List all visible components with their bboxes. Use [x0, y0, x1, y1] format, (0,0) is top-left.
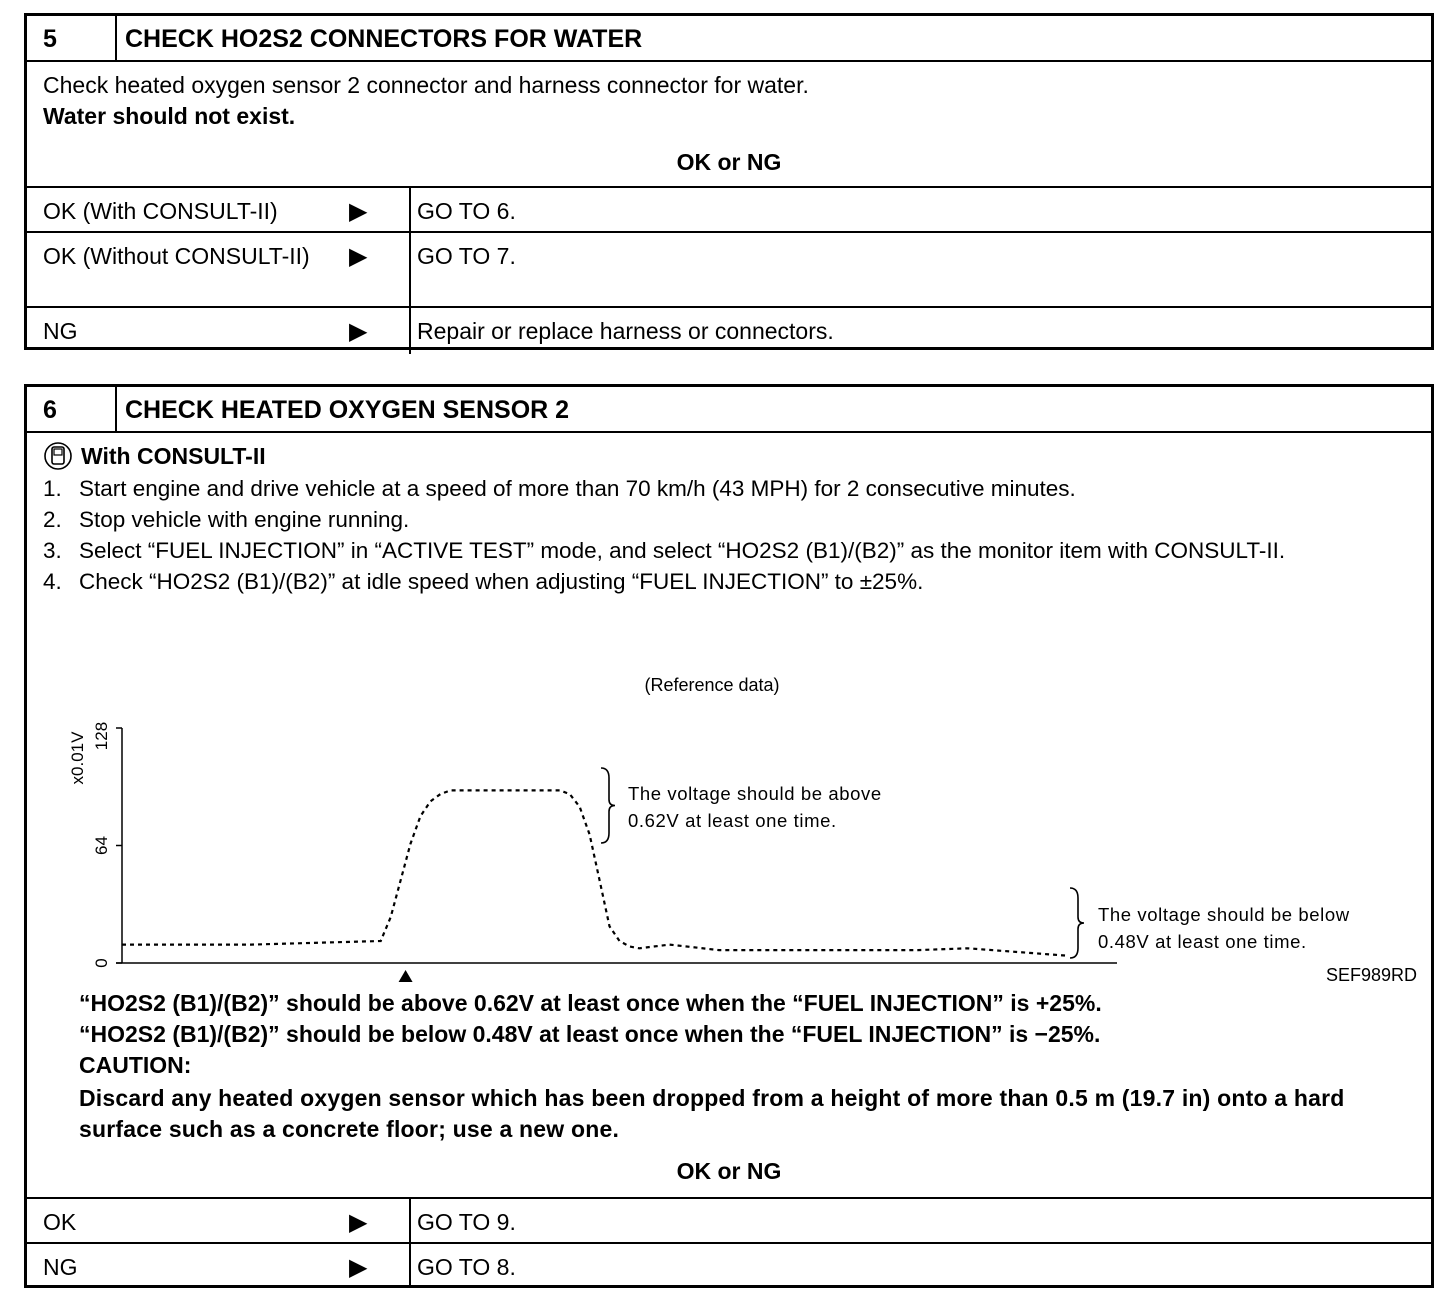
consult-tester-icon: [41, 441, 75, 471]
section-5-box: [24, 13, 1434, 350]
result-row: [27, 306, 1431, 354]
section-6-header: [27, 387, 1431, 433]
annotation-below-line1: The voltage should be below: [1098, 904, 1350, 925]
row-result: GO TO 9.: [417, 1209, 516, 1235]
row-result: Repair or replace harness or connectors.: [417, 318, 834, 344]
section-number: 5: [27, 16, 117, 60]
step-item: 4. Check “HO2S2 (B1)/(B2)” at idle speed when adjusting “FUEL INJECTION” to ±25%.: [43, 569, 924, 594]
y-axis-label: x0.01V: [68, 731, 87, 785]
row-result: GO TO 8.: [417, 1254, 516, 1280]
section-title: CHECK HO2S2 CONNECTORS FOR WATER: [125, 25, 643, 53]
voltage-series-line: [122, 790, 1067, 955]
procedure-steps: [43, 473, 1418, 597]
y-tick-label: 0: [92, 958, 111, 968]
result-row: [27, 1242, 1431, 1288]
row-label: OK (With CONSULT-II): [43, 198, 278, 224]
section-number: 6: [27, 387, 117, 431]
arrow-icon: ▶: [349, 1209, 368, 1236]
consult-heading-text: With CONSULT-II: [81, 442, 266, 469]
y-tick-label: 64: [92, 836, 111, 855]
step-item: 3. Select “FUEL INJECTION” in “ACTIVE TEST” mode, and select “HO2S2 (B1)/(B2)” as the monitor item with CONSULT-II.: [43, 538, 1286, 563]
caution-text: Discard any heated oxygen sensor which has been dropped from a height of more than 0.5 m (19.7 in) onto a hard surface such as a concrete floor; use a new one.: [79, 1085, 1345, 1142]
section-5-header: [27, 16, 1431, 62]
section-6-body: [27, 433, 1431, 1197]
figure-id: SEF989RD: [1325, 965, 1417, 985]
row-result: GO TO 7.: [417, 243, 516, 269]
row-label: NG: [43, 1254, 78, 1280]
arrow-icon: ▶: [349, 198, 368, 225]
result-row: [27, 1197, 1431, 1242]
arrow-icon: ▶: [349, 243, 368, 270]
requirement-text: Water should not exist.: [43, 103, 296, 129]
step-item: 1. Start engine and drive vehicle at a speed of more than 70 km/h (43 MPH) for 2 consecutive minutes.: [43, 476, 1076, 501]
row-result: GO TO 6.: [417, 198, 516, 224]
row-label: OK (Without CONSULT-II): [43, 243, 310, 269]
row-label: OK: [43, 1209, 77, 1235]
y-tick-label: 128: [92, 721, 111, 751]
section-title: CHECK HEATED OXYGEN SENSOR 2: [125, 396, 570, 424]
note-above: “HO2S2 (B1)/(B2)” should be above 0.62V at least once when the “FUEL INJECTION” is +25%.: [79, 990, 1102, 1016]
row-label: NG: [43, 318, 78, 344]
chart-title: (Reference data): [644, 675, 780, 695]
ok-ng-label: OK or NG: [676, 1158, 782, 1184]
result-row: [27, 186, 1431, 231]
note-below: “HO2S2 (B1)/(B2)” should be below 0.48V at least once when the “FUEL INJECTION” is −25%.: [79, 1021, 1101, 1047]
section-6-box: [24, 384, 1434, 1288]
annotation-above-line1: The voltage should be above: [628, 783, 882, 804]
step-item: 2. Stop vehicle with engine running.: [43, 507, 410, 532]
section-5-body: [27, 62, 1431, 186]
caution-label: CAUTION:: [79, 1052, 192, 1078]
arrow-icon: ▶: [349, 1254, 368, 1281]
reference-voltage-chart: [27, 645, 1431, 985]
above-brace: [601, 768, 615, 843]
start-marker-icon: [399, 970, 413, 982]
below-brace: [1070, 888, 1084, 958]
annotation-below-line2: 0.48V at least one time.: [1098, 931, 1307, 952]
consult-heading: [41, 441, 266, 471]
instruction-text: Check heated oxygen sensor 2 connector and harness connector for water.: [43, 72, 809, 98]
result-row: [27, 231, 1431, 306]
ok-ng-label: OK or NG: [676, 149, 782, 175]
annotation-above-line2: 0.62V at least one time.: [628, 810, 837, 831]
arrow-icon: ▶: [349, 318, 368, 345]
